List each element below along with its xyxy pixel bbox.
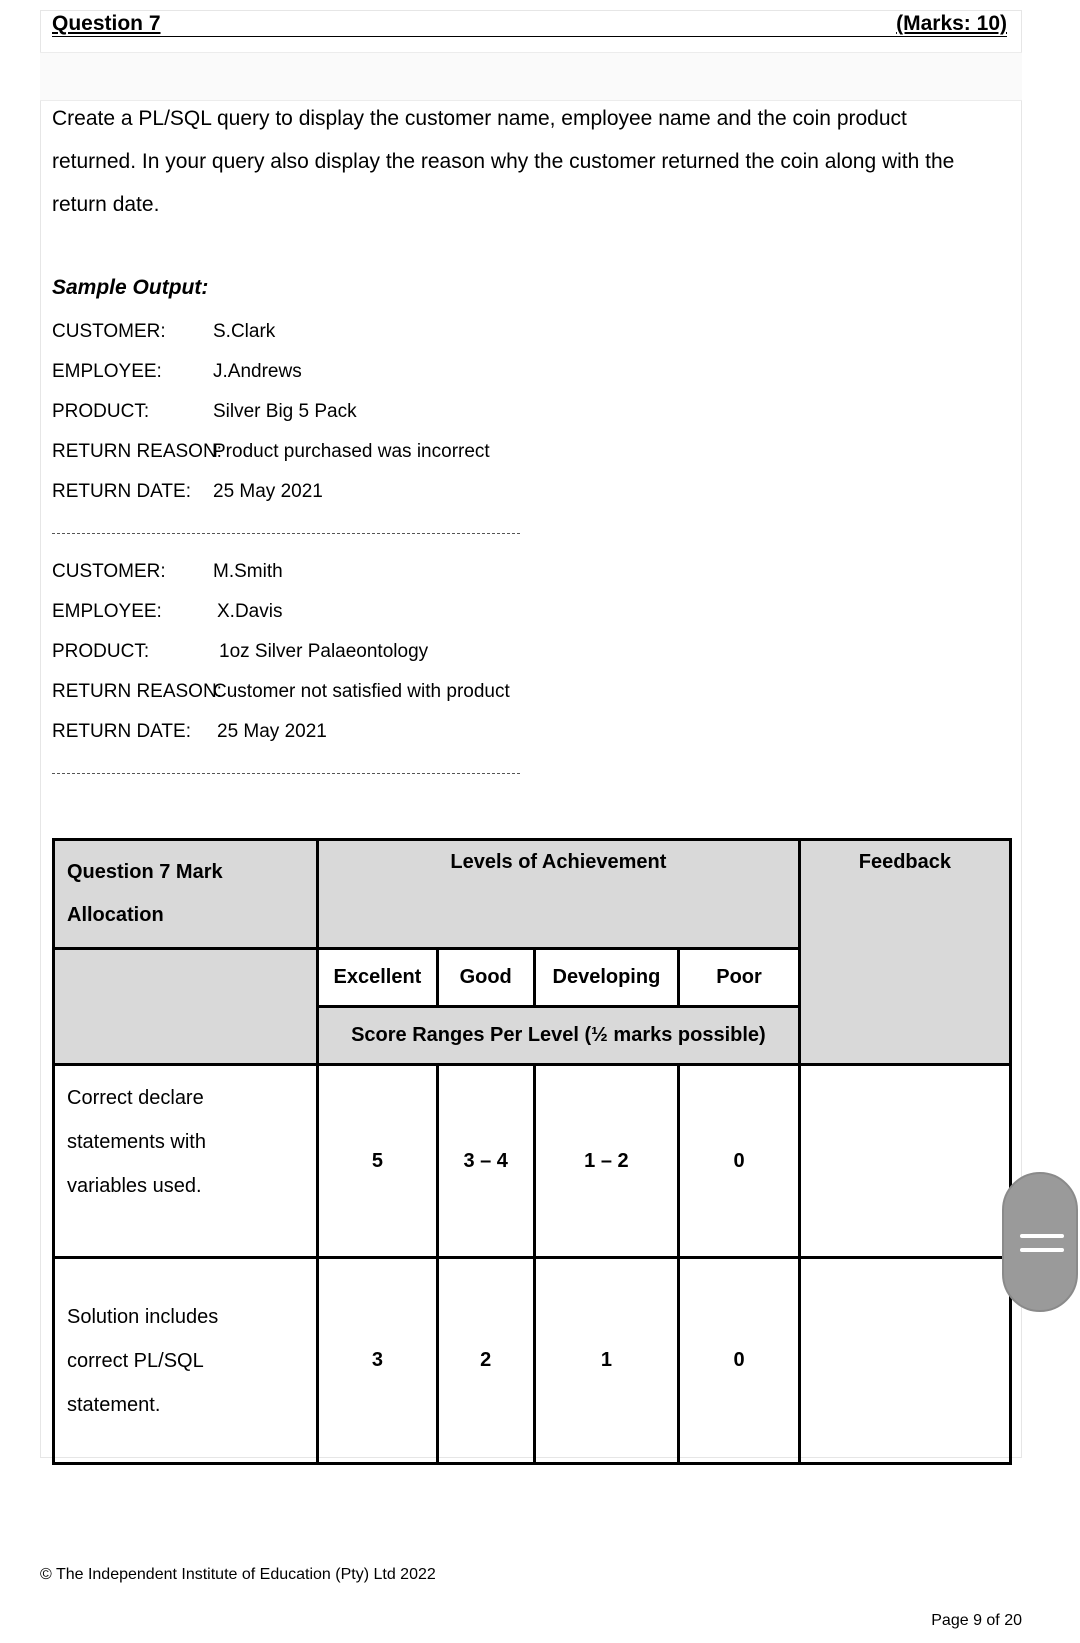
- spacer-band: [40, 52, 1022, 101]
- criterion-line: variables used.: [67, 1175, 202, 1197]
- product-value: 1oz Silver Palaeontology: [219, 641, 429, 662]
- levels-header: Levels of Achievement: [318, 840, 800, 949]
- reason-value: Customer not satisfied with product: [213, 681, 510, 702]
- level-developing: Developing: [534, 949, 679, 1007]
- customer-value: S.Clark: [213, 321, 276, 342]
- score-ranges-note: Score Ranges Per Level (½ marks possible): [318, 1007, 800, 1065]
- reason-label: RETURN REASON:: [52, 441, 222, 462]
- score-excellent: 3: [318, 1258, 438, 1464]
- reason-label: RETURN REASON:: [52, 681, 222, 702]
- score-developing: 1 – 2: [534, 1065, 679, 1258]
- grip-line: [1020, 1248, 1064, 1252]
- question-title: Question 7: [52, 12, 161, 35]
- customer-value: M.Smith: [213, 561, 283, 582]
- mark-allocation-table: [52, 838, 1012, 1465]
- date-value: 25 May 2021: [217, 721, 327, 742]
- scroll-handle[interactable]: [1002, 1172, 1078, 1312]
- level-poor: Poor: [679, 949, 799, 1007]
- allocation-header-line: Allocation: [67, 904, 164, 926]
- level-good: Good: [437, 949, 534, 1007]
- criterion-line: statement.: [67, 1393, 161, 1416]
- level-excellent: Excellent: [318, 949, 438, 1007]
- date-label: RETURN DATE:: [52, 481, 191, 502]
- sample-output-title: Sample Output:: [52, 276, 209, 299]
- employee-label: EMPLOYEE:: [52, 601, 162, 622]
- score-poor: 0: [679, 1258, 799, 1464]
- instruction-line: Create a PL/SQL query to display the customer name, employee name and the coin product: [52, 107, 907, 130]
- criterion-line: statements with: [67, 1131, 206, 1153]
- criterion-cell: [54, 1065, 318, 1258]
- page-number: Page 9 of 20: [931, 1612, 1022, 1629]
- blank-header-cell: [54, 949, 318, 1065]
- product-label: PRODUCT:: [52, 641, 150, 662]
- score-developing: 1: [534, 1258, 679, 1464]
- instruction-line: return date.: [52, 193, 160, 216]
- record-separator: [52, 533, 520, 534]
- question-marks: (Marks: 10): [896, 12, 1007, 35]
- score-poor: 0: [679, 1065, 799, 1258]
- feedback-cell[interactable]: [799, 1065, 1010, 1258]
- score-excellent: 5: [318, 1065, 438, 1258]
- feedback-header: Feedback: [799, 840, 1010, 1065]
- score-good: 2: [437, 1258, 534, 1464]
- grip-line: [1020, 1234, 1064, 1238]
- customer-label: CUSTOMER:: [52, 321, 166, 342]
- product-value: Silver Big 5 Pack: [213, 401, 357, 422]
- criterion-line: correct PL/SQL: [67, 1349, 204, 1372]
- criterion-line: Correct declare: [67, 1087, 204, 1109]
- criterion-line: Solution includes: [67, 1305, 219, 1328]
- allocation-header-line: Question 7 Mark: [67, 861, 223, 883]
- score-good: 3 – 4: [437, 1065, 534, 1258]
- question-header: [52, 10, 1007, 37]
- date-value: 25 May 2021: [213, 481, 323, 502]
- instruction-line: returned. In your query also display the reason why the customer returned the coin along with the: [52, 150, 955, 173]
- employee-value: J.Andrews: [213, 361, 302, 382]
- feedback-cell[interactable]: [799, 1258, 1010, 1464]
- reason-value: Product purchased was incorrect: [213, 441, 490, 462]
- criterion-cell: [54, 1258, 318, 1464]
- footer-copyright: © The Independent Institute of Education (Pty) Ltd 2022: [40, 1566, 436, 1583]
- allocation-header: [54, 840, 318, 949]
- date-label: RETURN DATE:: [52, 721, 191, 742]
- question-instruction: [52, 97, 1022, 226]
- product-label: PRODUCT:: [52, 401, 150, 422]
- employee-value: X.Davis: [217, 601, 283, 622]
- record-separator: [52, 773, 520, 774]
- employee-label: EMPLOYEE:: [52, 361, 162, 382]
- customer-label: CUSTOMER:: [52, 561, 166, 582]
